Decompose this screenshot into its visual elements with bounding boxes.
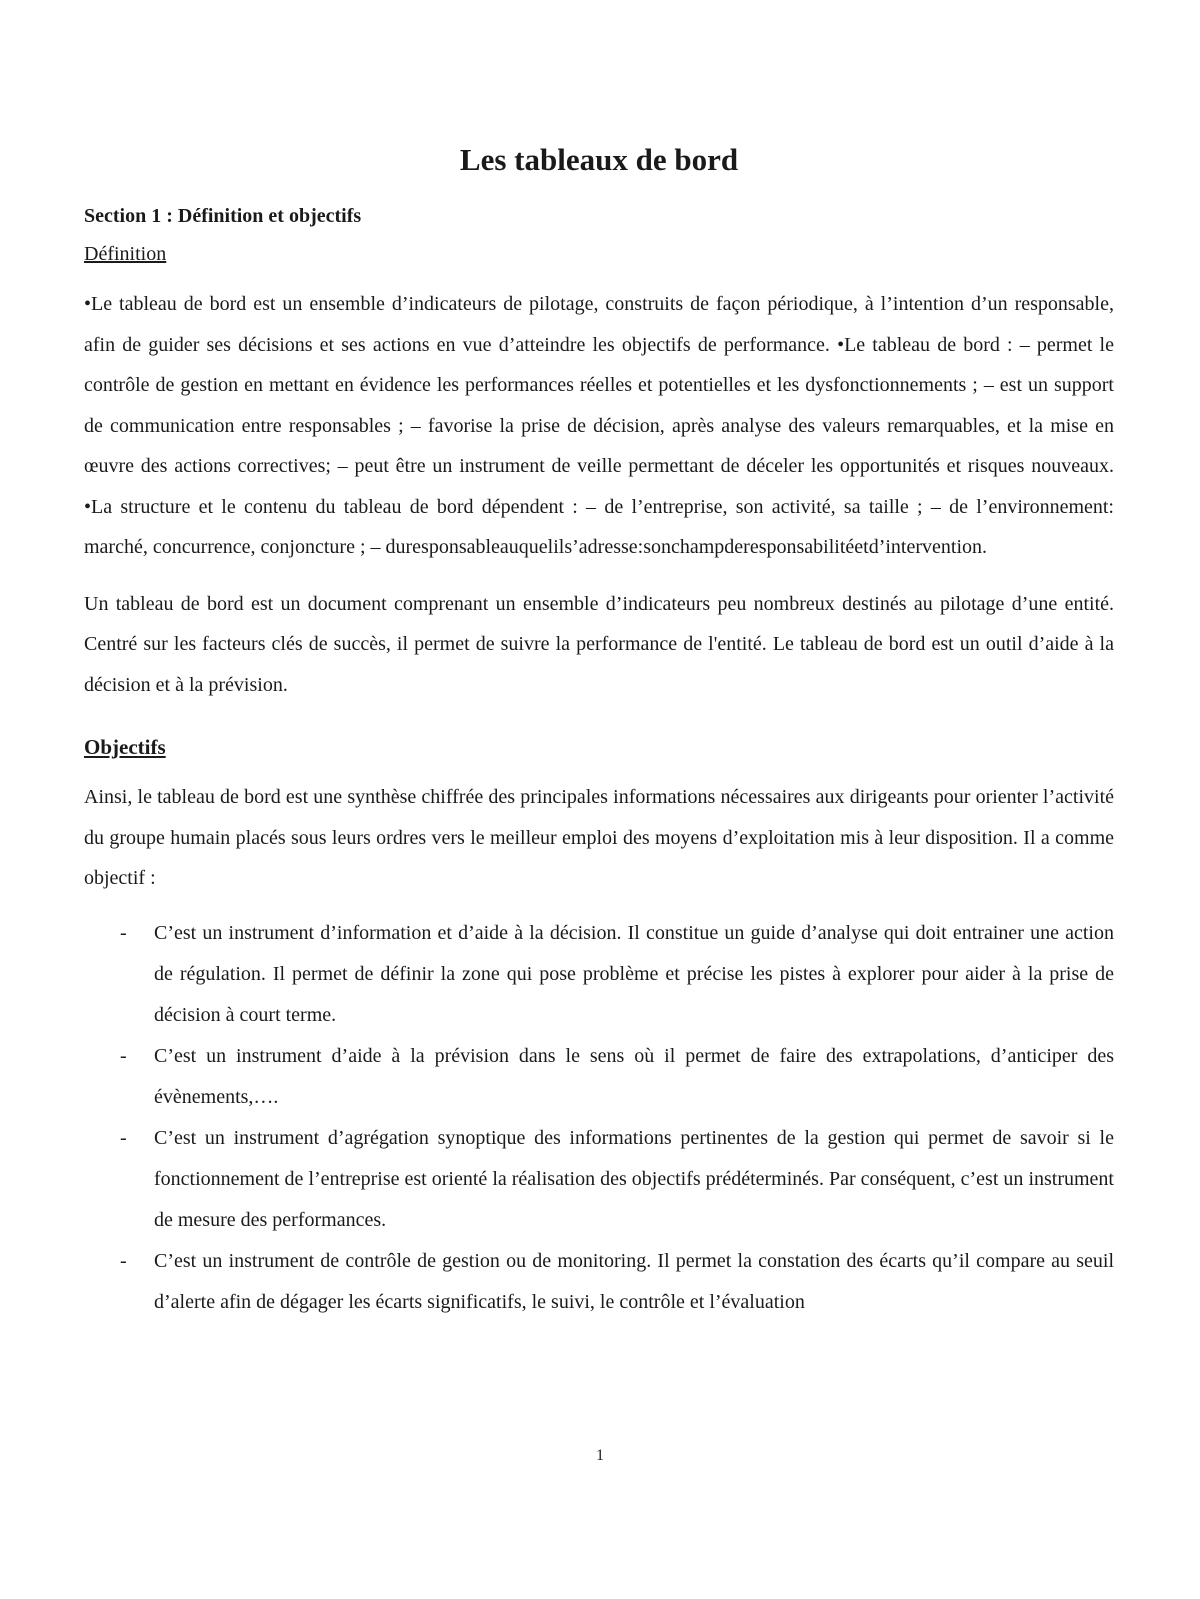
bullet-dash: -: [120, 1126, 127, 1149]
list-item: [84, 1036, 1114, 1118]
definition-paragraph: •Le tableau de bord est un ensemble d’indicateurs de pilotage, construits de façon périodique, à l’intention d’un responsable, afin de guider ses décisions et ses actions en vue d’atteindre les objectifs de performance. •Le tableau de bord : – permet le contrôle de gestion en mettant en évidence les performances réelles et potentielles et les dysfonctionnements ; – est un support de communication entre responsables ; – favorise la prise de décision, après analyse des valeurs remarquables, et la mise en œuvre des actions correctives; – peut être un instrument de veille permettant de déceler les opportunités et risques nouveaux. •La structure et le contenu du tableau de bord dépendent : – de l’entreprise, son activité, sa taille ; – de l’environnement: marché, concurrence, conjoncture ; – duresponsableauquelils’adresse:sonchampderesponsabilitéetd’intervention.: [84, 293, 1114, 558]
objectives-intro: Ainsi, le tableau de bord est une synthèse chiffrée des principales informations nécessaires aux dirigeants pour orienter l’activité du groupe humain placés sous leurs ordres vers le meilleur emploi des moyens d’exploitation mis à leur disposition. Il a comme objectif :: [84, 786, 1114, 889]
bullet-dash: -: [120, 921, 127, 944]
section-heading: Section 1 : Définition et objectifs: [84, 205, 362, 227]
page-content: [84, 140, 1114, 1323]
list-item-text: C’est un instrument d’aide à la prévision dans le sens où il permet de faire des extrapolations, d’anticiper des évènements,….: [154, 1044, 1114, 1108]
page-number: 1: [596, 1447, 604, 1464]
list-item-text: C’est un instrument d’agrégation synoptique des informations pertinentes de la gestion qui permet de savoir si le fonctionnement de l’entreprise est orienté la réalisation des objectifs prédéterminés. Par conséquent, c’est un instrument de mesure des performances.: [154, 1126, 1114, 1231]
list-item: [84, 913, 1114, 1036]
list-item-text: C’est un instrument de contrôle de gestion ou de monitoring. Il permet la constation des écarts qu’il compare au seuil d’alerte afin de dégager les écarts significatifs, le suivi, le contrôle et l’évaluation: [154, 1249, 1114, 1313]
list-item: [84, 1241, 1114, 1323]
bullet-dash: -: [120, 1044, 127, 1067]
list-item: [84, 1118, 1114, 1241]
objectives-heading: Objectifs: [84, 735, 166, 759]
objectives-list: [84, 913, 1114, 1323]
document-title: Les tableaux de bord: [459, 142, 739, 177]
definition-heading: Définition: [84, 243, 167, 265]
bullet-dash: -: [120, 1249, 127, 1272]
list-item-text: C’est un instrument d’information et d’aide à la décision. Il constitue un guide d’analyse qui doit entrainer une action de régulation. Il permet de définir la zone qui pose problème et précise les pistes à explorer pour aider à la prise de décision à court terme.: [154, 921, 1114, 1026]
definition-paragraph: Un tableau de bord est un document comprenant un ensemble d’indicateurs peu nombreux destinés au pilotage d’une entité. Centré sur les facteurs clés de succès, il permet de suivre la performance de l'entité. Le tableau de bord est un outil d’aide à la décision et à la prévision.: [84, 592, 1114, 696]
